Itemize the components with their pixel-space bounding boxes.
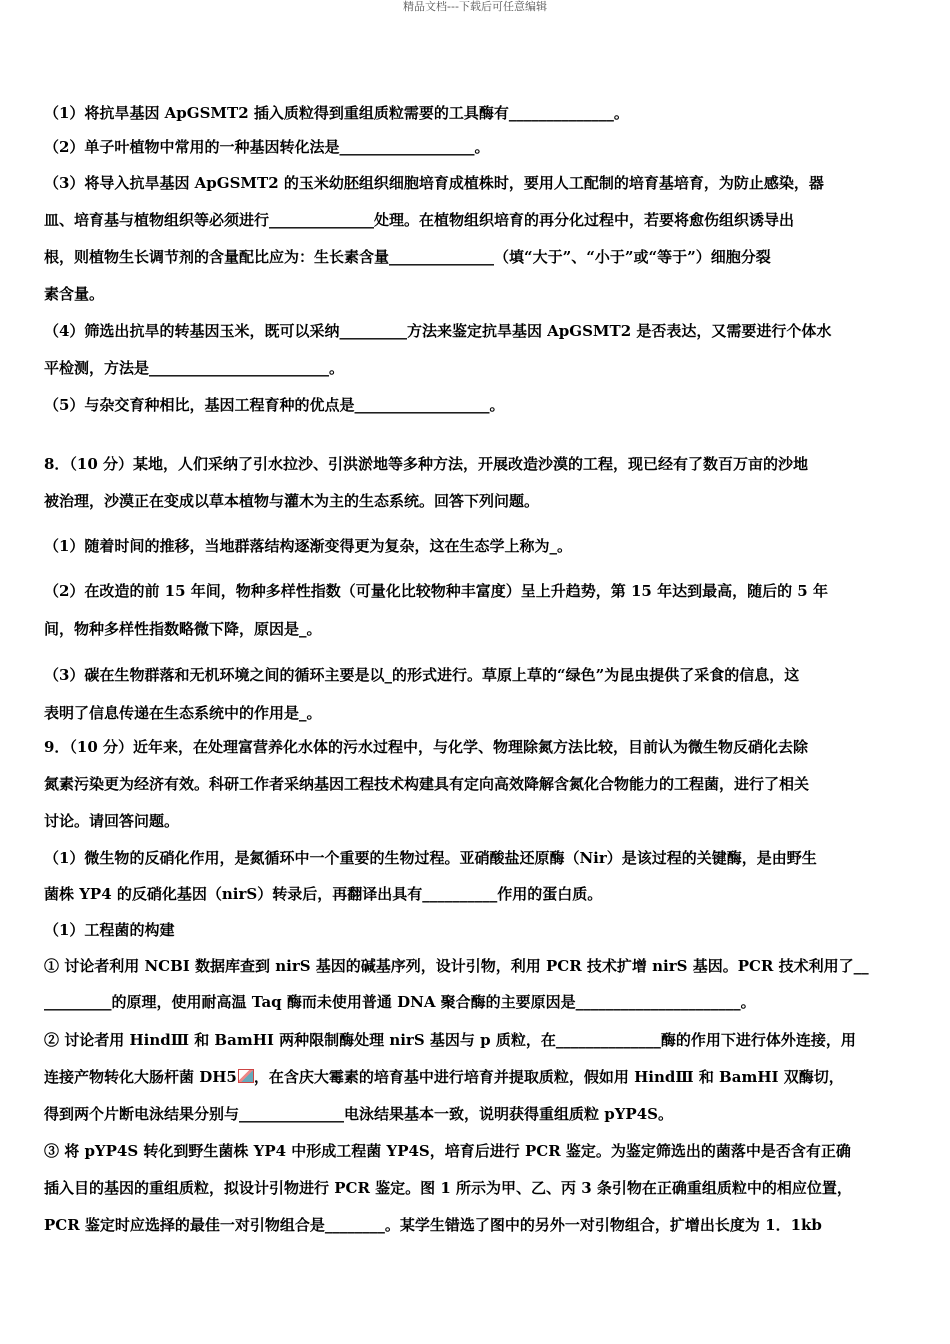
q9-step3-line2: 插入目的基因的重组质粒，拟设计引物进行 PCR 鉴定。图 1 所示为甲、乙、丙 3 条引物在正确重组质粒中的相应位置， xyxy=(44,1179,852,1197)
q9-stem-line1: 9．（10 分）近年来，在处理富营养化水体的污水过程中，与化学、物理除氮方法比较，目前认为微生物反硝化去除 xyxy=(44,738,809,756)
q8-part3-line2: 表明了信息传递在生态系统中的作用是_。 xyxy=(44,704,322,722)
q9-subheading: （1）工程菌的构建 xyxy=(44,921,175,939)
q7-part4-line1: （4）筛选出抗旱的转基因玉米，既可以采纳_________方法来鉴定抗旱基因 ApGSMT2 是否表达，又需要进行个体水 xyxy=(44,322,832,340)
q8-part2-line2: 间，物种多样性指数略微下降，原因是_。 xyxy=(44,620,322,638)
q9-step1-line1: ① 讨论者利用 NCBI 数据库查到 nirS 基因的碱基序列，设计引物，利用 PCR 技术扩增 nirS 基因。PCR 技术利用了__ xyxy=(44,957,869,975)
q7-part2: （2）单子叶植物中常用的一种基因转化法是__________________。 xyxy=(44,138,490,156)
q7-part3-line4: 素含量。 xyxy=(44,285,105,303)
q8-part2-line1: （2）在改造的前 15 年间，物种多样性指数（可量化比较物种丰富度）呈上升趋势，第 15 年达到最高，随后的 5 年 xyxy=(44,582,828,600)
page-header: 精品文档---下载后可任意编辑 xyxy=(403,0,547,13)
q7-part3-line1: （3）将导入抗旱基因 ApGSMT2 的玉米幼胚组织细胞培育成植株时，要用人工配制的培育基培育，为防止感染，器 xyxy=(44,174,824,192)
document-body xyxy=(44,98,912,1247)
q9-step2-line1: ② 讨论者用 HindⅢ 和 BamHI 两种限制酶处理 nirS 基因与 p 质粒，在______________酶的作用下进行体外连接，用 xyxy=(44,1031,856,1049)
q9-step2-line2-start: 连接产物转化大肠杆菌 DH5 xyxy=(44,1068,237,1086)
q8-stem-line1: 8．（10 分）某地，人们采纳了引水拉沙、引洪淤地等多种方法，开展改造沙漠的工程，现已经有了数百万亩的沙地 xyxy=(44,455,809,473)
q9-step2-line2 xyxy=(44,1062,912,1099)
q7-part1: （1）将抗旱基因 ApGSMT2 插入质粒得到重组质粒需要的工具酶有______________。 xyxy=(44,104,629,122)
q7-part4-line2: 平检测，方法是________________________。 xyxy=(44,359,345,377)
q7-part3-line3: 根，则植物生长调节剂的含量配比应为：生长素含量______________（填“大于”、“小于”或“等于”）细胞分裂 xyxy=(44,248,771,266)
q9-step1-line2: _________的原理，使用耐高温 Taq 酶而未使用普通 DNA 聚合酶的主要原因是______________________。 xyxy=(44,993,756,1011)
q9-part1-line2: 菌株 YP4 的反硝化基因（nirS）转录后，再翻译出具有__________作用的蛋白质。 xyxy=(44,885,603,903)
q8-part1: （1）随着时间的推移，当地群落结构逐渐变得更为复杂，这在生态学上称为_。 xyxy=(44,537,572,555)
q9-step2-line3: 得到两个片断电泳结果分别与______________电泳结果基本一致，说明获得重组质粒 pYP4S。 xyxy=(44,1105,673,1123)
q8-part3-line1: （3）碳在生物群落和无机环境之间的循环主要是以_的形式进行。草原上草的“绿色”为昆虫提供了采食的信息，这 xyxy=(44,666,800,684)
q9-stem-line3: 讨论。请回答问题。 xyxy=(44,812,180,830)
q7-part3-line2: 皿、培育基与植物组织等必须进行______________处理。在植物组织培育的再分化过程中，若要将愈伤组织诱导出 xyxy=(44,211,795,229)
q9-part1-line1: （1）微生物的反硝化作用，是氮循环中一个重要的生物过程。亚硝酸盐还原酶（Nir）是该过程的关键酶，是由野生 xyxy=(44,849,817,867)
q9-stem-line2: 氮素污染更为经济有效。科研工作者采纳基因工程技术构建具有定向高效降解含氮化合物能力的工程菌，进行了相关 xyxy=(44,775,810,793)
q8-stem-line2: 被治理，沙漠正在变成以草本植物与灌木为主的生态系统。回答下列问题。 xyxy=(44,492,540,510)
q9-step3-line1: ③ 将 pYP4S 转化到野生菌株 YP4 中形成工程菌 YP4S，培育后进行 PCR 鉴定。为鉴定筛选出的菌落中是否含有正确 xyxy=(44,1142,851,1160)
q9-step3-line3: PCR 鉴定时应选择的最佳一对引物组合是________。某学生错选了图中的另外一对引物组合，扩增出长度为 1．1kb xyxy=(44,1216,822,1234)
image-icon xyxy=(238,1069,254,1083)
q7-part5: （5）与杂交育种相比，基因工程育种的优点是__________________。 xyxy=(44,396,505,414)
q9-step2-line2-end: ，在含庆大霉素的培育基中进行培育并提取质粒，假如用 HindⅢ 和 BamHI 双酶切， xyxy=(253,1068,844,1086)
